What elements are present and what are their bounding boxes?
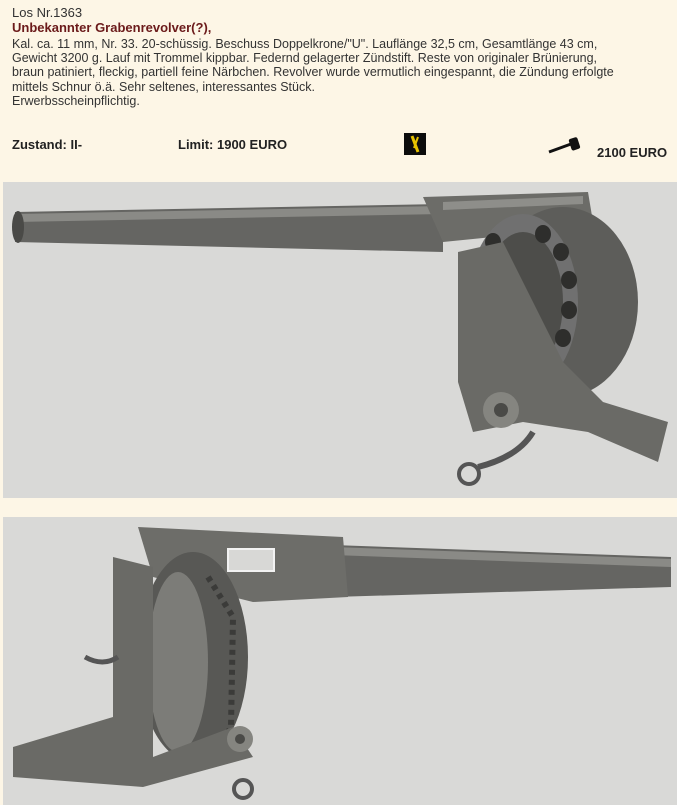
- lot-header: [0, 0, 677, 180]
- revolver-photo-left-side: [3, 517, 677, 805]
- lot-description: Kal. ca. 11 mm, Nr. 33. 20-schüssig. Beschuss Doppelkrone/"U". Lauflänge 32,5 cm, Gesamtlänge 43 cm, Gewicht 3200 g. Lauf mit Trommel kippbar. Federnd gelagerter Zündstift. Reste von originaler Brünierung, braun patiniert, fleckig, partiell feine Närbchen. Revolver wurde vermutlich eingespannt, die Zündung erfolgte mittels Schnur ö.ä. Sehr seltenes, interessantes Stück. Erwerbsscheinpflichtig.: [12, 37, 614, 108]
- condition-label: Zustand: II-: [12, 137, 83, 152]
- lot-title: Unbekannter Grabenrevolver(?),: [12, 20, 212, 35]
- limit-label: Limit: 1900 EURO: [178, 137, 288, 152]
- auction-hammer-icon: [547, 137, 587, 157]
- hammer-price: 2100 EURO: [597, 145, 668, 160]
- yellow-x-marker-icon: [404, 133, 426, 155]
- lot-number: Los Nr.1363: [12, 5, 83, 20]
- revolver-photo-right-side: [3, 182, 677, 498]
